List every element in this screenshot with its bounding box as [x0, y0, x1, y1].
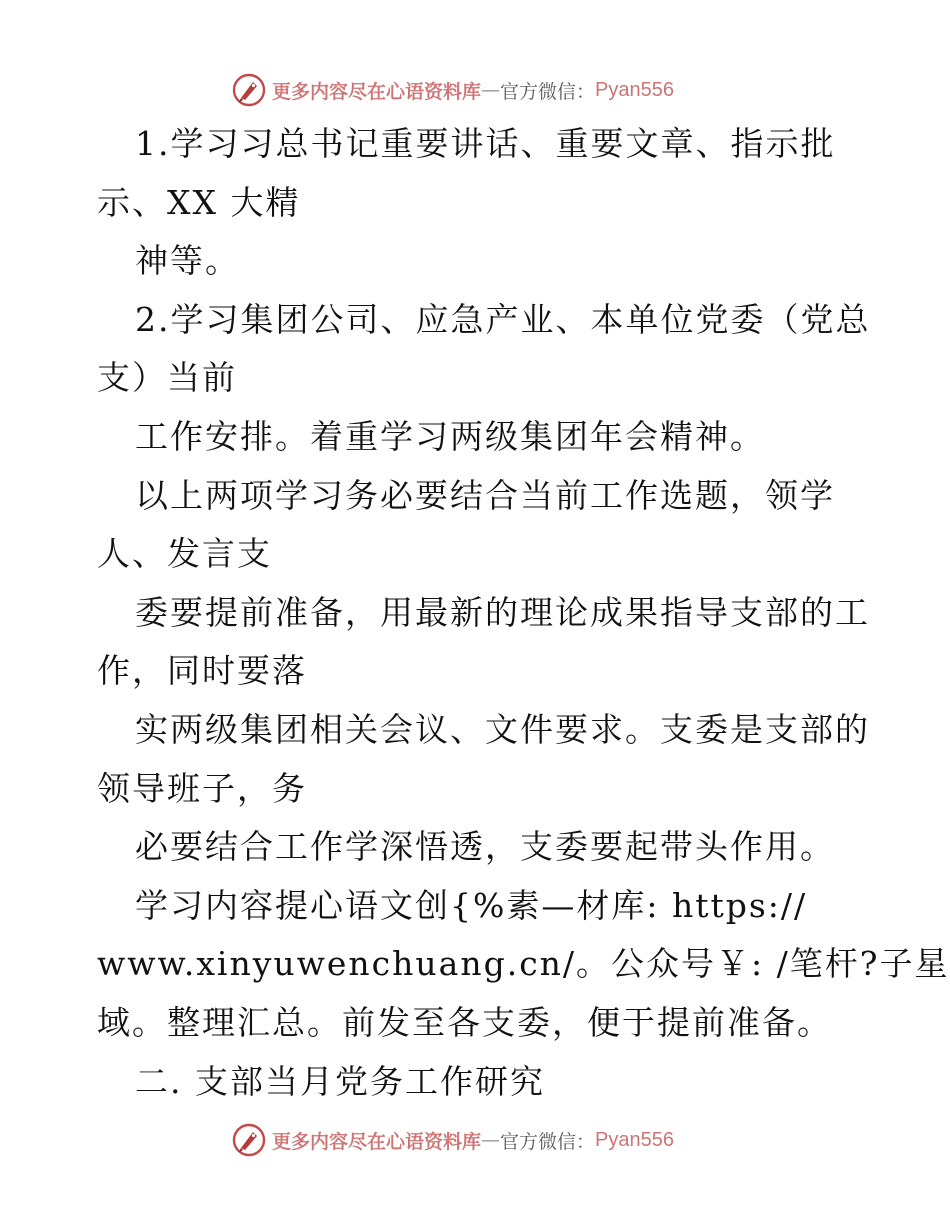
- text-line-2: 示、XX 大精: [97, 182, 301, 222]
- header-watermark-banner: [232, 70, 674, 110]
- text-line-1: 1.学习习总书记重要讲话、重要文章、指示批: [135, 124, 836, 163]
- text-line-13: 必要结合工作学深悟透，支委要起带头作用。: [135, 827, 835, 867]
- text-line-4: 2.学习集团公司、应急产业、本单位党委（党总: [135, 299, 871, 339]
- text-line-14: 学习内容提心语文创{%素—材库: https://: [135, 885, 808, 925]
- pen-nib-logo-icon: [232, 73, 266, 107]
- text-line-7: 以上两项学习务必要结合当前工作选题，领学: [135, 475, 835, 515]
- text-line-3: 神等。: [135, 241, 240, 281]
- banner-dash: —: [481, 79, 501, 101]
- banner-official-label: 官方微信：: [500, 80, 596, 103]
- footer-watermark-banner: [232, 1120, 674, 1160]
- banner-text: 更多内容尽在心语资料库: [272, 1130, 482, 1153]
- text-line-12: 领导班子，务: [97, 768, 307, 808]
- pen-nib-logo-icon: [232, 1123, 266, 1157]
- banner-official-label: 官方微信：: [500, 1130, 596, 1153]
- text-line-15: www.xinyuwenchuang.cn/。公众号￥: /笔杆?子星: [97, 944, 950, 984]
- text-line-8: 人、发言支: [97, 534, 272, 574]
- banner-wechat-id: Pyan556: [595, 1128, 674, 1151]
- document-body: [97, 115, 950, 1111]
- text-line-11: 实两级集团相关会议、文件要求。支委是支部的: [135, 709, 870, 749]
- text-line-9: 委要提前准备，用最新的理论成果指导支部的工: [135, 592, 870, 632]
- banner-wechat-id: Pyan556: [595, 78, 674, 101]
- text-line-5: 支）当前: [97, 358, 237, 398]
- text-line-6: 工作安排。着重学习两级集团年会精神。: [135, 416, 765, 456]
- text-line-16: 域。整理汇总。前发至各支委，便于提前准备。: [97, 1002, 832, 1042]
- banner-dash: —: [481, 1129, 501, 1151]
- text-line-10: 作，同时要落: [97, 651, 307, 691]
- banner-text: 更多内容尽在心语资料库: [272, 80, 482, 103]
- section-heading: 二. 支部当月党务工作研究: [135, 1061, 545, 1101]
